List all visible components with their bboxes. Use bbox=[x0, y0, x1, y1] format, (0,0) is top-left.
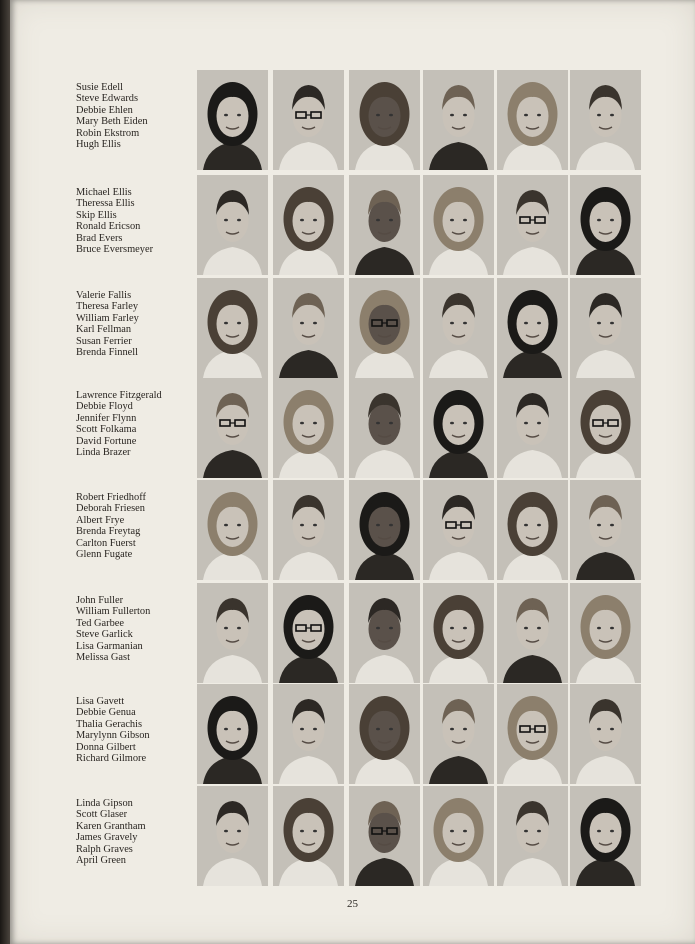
student-name: Susan Ferrier bbox=[76, 335, 132, 347]
student-name: Scott Folkama bbox=[76, 424, 137, 436]
student-name: Skip Ellis bbox=[76, 209, 117, 221]
student-name: Karl Fellman bbox=[76, 324, 132, 336]
student-portrait bbox=[349, 378, 420, 478]
student-name: Robert Friedhoff bbox=[76, 492, 146, 503]
student-portrait bbox=[423, 583, 494, 683]
student-name: Susie Edell bbox=[76, 82, 124, 93]
student-portrait bbox=[423, 786, 494, 886]
student-portrait bbox=[273, 480, 344, 580]
student-portrait bbox=[497, 378, 568, 478]
student-name: Scott Glaser bbox=[76, 809, 128, 821]
student-name: Steve Edwards bbox=[76, 93, 139, 105]
portrait-row bbox=[10, 378, 695, 478]
student-name: Debbie Floyd bbox=[76, 401, 133, 413]
student-portrait bbox=[197, 278, 268, 378]
name-list bbox=[76, 595, 201, 663]
student-name: Lawrence Fitzgerald bbox=[76, 390, 162, 401]
student-portrait bbox=[423, 684, 494, 784]
student-name: Richard Gilmore bbox=[76, 753, 147, 765]
student-name: Deborah Friesen bbox=[76, 503, 145, 515]
yearbook-page bbox=[10, 0, 695, 944]
student-portrait bbox=[423, 378, 494, 478]
student-portrait bbox=[349, 70, 420, 170]
student-name: Ralph Graves bbox=[76, 843, 133, 855]
student-name: Valerie Fallis bbox=[76, 290, 132, 301]
student-portrait bbox=[570, 583, 641, 683]
student-portrait bbox=[497, 175, 568, 275]
student-name: John Fuller bbox=[76, 595, 124, 606]
student-portrait bbox=[423, 175, 494, 275]
student-name: Linda Gipson bbox=[76, 798, 133, 809]
student-portrait bbox=[570, 175, 641, 275]
student-portrait bbox=[497, 786, 568, 886]
student-portrait bbox=[273, 175, 344, 275]
student-portrait bbox=[497, 583, 568, 683]
student-portrait bbox=[570, 278, 641, 378]
student-name: Marylynn Gibson bbox=[76, 730, 150, 742]
student-portrait bbox=[570, 378, 641, 478]
student-portrait bbox=[349, 480, 420, 580]
student-portrait bbox=[197, 378, 268, 478]
student-portrait bbox=[197, 583, 268, 683]
student-portrait bbox=[497, 480, 568, 580]
portrait-row bbox=[10, 583, 695, 683]
student-name: Linda Brazer bbox=[76, 447, 131, 459]
student-name: Lisa Gavett bbox=[76, 696, 125, 707]
student-name: Theressa Ellis bbox=[76, 198, 135, 210]
name-list bbox=[76, 82, 201, 150]
binding-spine bbox=[0, 0, 10, 944]
portrait-row bbox=[10, 175, 695, 275]
student-name: Robin Ekstrom bbox=[76, 127, 140, 139]
student-name: Thalia Gerachis bbox=[76, 718, 143, 730]
student-name: Hugh Ellis bbox=[76, 139, 121, 151]
student-portrait bbox=[570, 480, 641, 580]
student-name: April Green bbox=[76, 855, 126, 867]
student-name: Brenda Freytag bbox=[76, 526, 141, 538]
student-portrait bbox=[497, 684, 568, 784]
student-name: Ted Garbee bbox=[76, 617, 125, 629]
student-portrait bbox=[273, 70, 344, 170]
student-portrait bbox=[570, 786, 641, 886]
student-name: Debbie Genua bbox=[76, 707, 136, 719]
student-portrait bbox=[349, 278, 420, 378]
student-portrait bbox=[423, 480, 494, 580]
student-name: Brenda Finnell bbox=[76, 347, 139, 359]
student-portrait bbox=[197, 70, 268, 170]
name-list bbox=[76, 492, 201, 560]
student-name: Lisa Garmanian bbox=[76, 640, 143, 652]
student-portrait bbox=[273, 378, 344, 478]
student-portrait bbox=[349, 583, 420, 683]
student-portrait bbox=[570, 70, 641, 170]
student-name: Carlton Fuerst bbox=[76, 537, 136, 549]
student-portrait bbox=[423, 278, 494, 378]
portrait-row bbox=[10, 278, 695, 378]
student-portrait bbox=[197, 786, 268, 886]
student-portrait bbox=[273, 583, 344, 683]
student-name: Theresa Farley bbox=[76, 301, 139, 313]
portrait-row bbox=[10, 70, 695, 170]
student-name: Karen Grantham bbox=[76, 820, 146, 832]
student-portrait bbox=[273, 684, 344, 784]
portrait-row bbox=[10, 480, 695, 580]
student-name: David Fortune bbox=[76, 435, 137, 447]
student-portrait bbox=[497, 278, 568, 378]
student-name: James Gravely bbox=[76, 832, 138, 844]
page-number: 25 bbox=[347, 898, 358, 910]
student-name: Mary Beth Eiden bbox=[76, 116, 148, 128]
student-name: Donna Gilbert bbox=[76, 741, 136, 753]
student-portrait bbox=[273, 786, 344, 886]
name-list bbox=[76, 696, 201, 764]
student-portrait bbox=[273, 278, 344, 378]
student-portrait bbox=[423, 70, 494, 170]
student-name: Debbie Ehlen bbox=[76, 104, 133, 116]
student-portrait bbox=[497, 70, 568, 170]
name-list bbox=[76, 187, 201, 255]
student-portrait bbox=[197, 175, 268, 275]
student-name: Glenn Fugate bbox=[76, 549, 133, 561]
student-name: William Farley bbox=[76, 312, 139, 324]
name-list bbox=[76, 290, 201, 358]
portrait-row bbox=[10, 786, 695, 886]
name-list bbox=[76, 390, 201, 458]
student-name: Steve Garlick bbox=[76, 629, 133, 641]
student-portrait bbox=[349, 786, 420, 886]
student-name: Brad Evers bbox=[76, 232, 123, 244]
student-portrait bbox=[197, 684, 268, 784]
student-portrait bbox=[349, 684, 420, 784]
name-list bbox=[76, 798, 201, 866]
portrait-row bbox=[10, 684, 695, 784]
student-portrait bbox=[197, 480, 268, 580]
student-portrait bbox=[570, 684, 641, 784]
student-name: Melissa Gast bbox=[76, 652, 130, 664]
student-name: Michael Ellis bbox=[76, 187, 132, 198]
student-name: Bruce Eversmeyer bbox=[76, 244, 154, 256]
student-name: Jennifer Flynn bbox=[76, 412, 137, 424]
student-name: William Fullerton bbox=[76, 606, 151, 618]
student-portrait bbox=[349, 175, 420, 275]
student-name: Albert Frye bbox=[76, 514, 125, 526]
student-name: Ronald Ericson bbox=[76, 221, 141, 233]
